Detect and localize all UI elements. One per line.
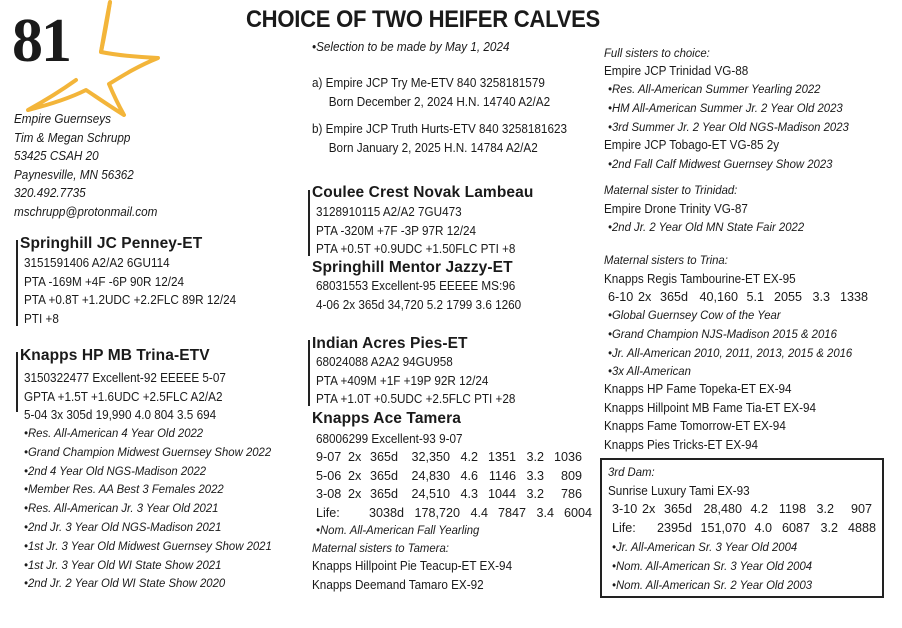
record-cell: 1146 [488, 468, 516, 483]
record-cell: 32,350 [411, 450, 450, 464]
calf-b: b) Empire JCP Truth Hurts-ETV 840 3258181623 Born January 2, 2025 H.N. 14784 A2/A2 [312, 122, 567, 155]
record-cell: 4.3 [460, 487, 478, 502]
dam-info: 3150322477 Excellent-92 EEEEE 5-07 GPTA +1.5T +1.6UDC +2.5FLC A2/A2 5-04 3x 305d 19,990 4.0 804 3.5 694 [24, 371, 226, 423]
record-row [316, 504, 592, 523]
dam-of-dam-name: Knapps Ace Tamera [312, 410, 462, 427]
record-cell: 1036 [553, 450, 582, 464]
selection-note: •Selection to be made by May 1, 2024 [312, 40, 510, 54]
sire-of-sire-bracket [308, 190, 310, 256]
record-cell: 907 [850, 502, 872, 516]
tobago-name: Empire JCP Tobago-ET VG-85 2y [604, 138, 780, 152]
record-cell: 365d [660, 290, 689, 304]
record-cell: 6004 [563, 505, 592, 520]
record-cell: 2x [638, 290, 652, 304]
tamera-sisters-heading: Maternal sisters to Tamera: [312, 541, 449, 555]
record-row [612, 500, 876, 519]
dam-of-sire-info: 68031553 Excellent-95 EEEEE MS:96 4-06 2x 365d 34,720 5.2 1799 3.6 1260 [316, 279, 522, 312]
record-cell: 7847 [497, 505, 526, 520]
dam-of-sire-name: Springhill Mentor Jazzy-ET [312, 259, 513, 276]
page-title: CHOICE OF TWO HEIFER CALVES [246, 6, 601, 33]
record-cell: 786 [560, 487, 582, 502]
record-row [608, 288, 868, 307]
dam-name: Knapps HP MB Trina-ETV [20, 347, 210, 364]
record-cell: 3-08 [316, 487, 342, 502]
record-cell: 365d [370, 468, 399, 483]
record-cell: 4.2 [750, 502, 768, 516]
maternal-trinidad-heading: Maternal sister to Trinidad: [604, 183, 738, 197]
record-cell: 809 [560, 468, 582, 483]
tobago-awards: •2nd Fall Calf Midwest Guernsey Show 2023 [608, 157, 833, 171]
dam-awards: •Res. All-American 4 Year Old 2022 •Grand Champion Midwest Guernsey Show 2022 •2nd 4 Year Old NGS-Madison 2022 •Member Res. AA Best 3 Females 2022 •Res. All-American Jr. 3 Year Old 2021 •2nd Jr. 3 Year Old NGS-Madison 2021 •1st Jr. 3 Year Old Midwest Guernsey Show 2021 •1st Jr. 3 Year Old WI State Show 2021 •2nd Jr. 2 Year Old WI State Show 2020 [24, 426, 272, 591]
record-cell: 3.2 [526, 450, 544, 464]
sire-bracket [16, 240, 18, 326]
record-row [316, 485, 592, 504]
record-cell: 4.0 [754, 520, 772, 535]
record-cell: 2x [642, 502, 656, 516]
record-cell: 3.2 [526, 487, 544, 502]
sire-of-dam-name: Indian Acres Pies-ET [312, 335, 468, 352]
record-cell: 24,510 [411, 487, 450, 502]
consignor-farm: Empire Guernseys [14, 112, 111, 126]
dam-of-dam-reg: 68006299 Excellent-93 9-07 [316, 432, 463, 446]
record-cell: 2x [348, 487, 362, 502]
record-cell: 4.6 [460, 468, 478, 483]
record-cell: 1044 [487, 487, 516, 502]
consignor-owners: Tim & Megan Schrupp [14, 130, 131, 145]
dam-bracket [16, 352, 18, 412]
tambourine-record [608, 288, 868, 307]
record-cell: 6-10 [608, 290, 634, 304]
record-cell: Life: [316, 505, 340, 520]
record-cell: 4888 [847, 520, 876, 535]
record-cell: 9-07 [316, 450, 342, 464]
record-row [316, 448, 592, 467]
sire-of-sire-info: 3128910115 A2/A2 7GU473 PTA -320M +7F -3P 97R 12/24 PTA +0.5T +0.9UDC +1.50FLC PTI +8 [316, 205, 516, 257]
trinidad-awards: •Res. All-American Summer Yearling 2022 •HM All-American Summer Jr. 2 Year Old 2023 •3rd Summer Jr. 2 Year Old NGS-Madison 2023 [608, 82, 849, 134]
record-cell: Life: [612, 520, 636, 535]
tamera-sisters: Knapps Hillpoint Pie Teacup-ET EX-94 Knapps Deemand Tamaro EX-92 [312, 559, 513, 592]
dam-of-dam-award: •Nom. All-American Fall Yearling [316, 523, 480, 537]
trinidad-name: Empire JCP Trinidad VG-88 [604, 64, 749, 78]
dam-of-dam-records [316, 448, 592, 522]
record-row [612, 519, 876, 538]
record-cell: 4.2 [460, 450, 478, 464]
record-cell: 4.4 [470, 505, 488, 520]
record-cell: 1198 [778, 502, 806, 516]
calf-a: a) Empire JCP Try Me-ETV 840 3258181579 Born December 2, 2024 H.N. 14740 A2/A2 [312, 76, 551, 109]
third-dam-awards: •Jr. All-American Sr. 3 Year Old 2004 •Nom. All-American Sr. 3 Year Old 2004 •Nom. All-American Sr. 2 Year Old 2003 [612, 540, 813, 592]
drone-awards: •2nd Jr. 2 Year Old MN State Fair 2022 [608, 220, 805, 234]
record-cell: 1338 [839, 290, 868, 304]
record-cell: 40,160 [699, 290, 738, 304]
record-cell: 3.2 [816, 502, 834, 516]
sire-of-dam-bracket [308, 340, 310, 406]
record-cell: 2055 [773, 290, 802, 304]
third-dam-name: Sunrise Luxury Tami EX-93 [608, 484, 750, 498]
drone-name: Empire Drone Trinity VG-87 [604, 202, 748, 216]
record-cell: 5.1 [746, 290, 764, 304]
other-trina-sisters: Knapps HP Fame Topeka-ET EX-94 Knapps Hillpoint MB Fame Tia-ET EX-94 Knapps Fame Tomorrow-ET EX-94 Knapps Pies Tricks-ET EX-94 [604, 382, 816, 452]
consignor-block [14, 110, 157, 221]
maternal-trina-heading: Maternal sisters to Trina: [604, 253, 728, 267]
record-cell: 3038d [368, 505, 404, 520]
record-cell: 3-10 [612, 502, 638, 516]
record-cell: 365d [370, 487, 399, 502]
consignor-city: Paynesville, MN 56362 [14, 167, 134, 182]
sire-name: Springhill JC Penney-ET [20, 235, 203, 252]
record-cell: 365d [664, 502, 693, 516]
record-cell: 178,720 [414, 505, 460, 520]
tambourine-name: Knapps Regis Tambourine-ET EX-95 [604, 272, 796, 286]
record-cell: 3.2 [820, 520, 838, 535]
full-sisters-heading: Full sisters to choice: [604, 46, 710, 60]
record-cell: 365d [370, 450, 399, 464]
third-dam-records [612, 500, 876, 537]
sire-info: 3151591406 A2/A2 6GU114 PTA -169M +4F -6P 90R 12/24 PTA +0.8T +1.2UDC +2.2FLC 89R 12/24 PTI +8 [24, 256, 237, 326]
record-cell: 2395d [656, 520, 692, 535]
record-cell: 3.3 [812, 290, 830, 304]
record-cell: 6087 [781, 520, 810, 535]
lot-number: 81 [12, 7, 70, 75]
record-cell: 28,480 [703, 502, 742, 516]
record-cell: 151,070 [700, 520, 746, 535]
consignor-phone: 320.492.7735 [14, 186, 86, 200]
record-cell: 3.3 [526, 468, 544, 483]
consignor-address: 53425 CSAH 20 [14, 149, 99, 163]
tambourine-awards: •Global Guernsey Cow of the Year •Grand Champion NJS-Madison 2015 & 2016 •Jr. All-American 2010, 2011, 2013, 2015 & 2016 •3x All-American [608, 308, 853, 379]
record-row [316, 467, 592, 486]
record-cell: 3.4 [536, 505, 554, 520]
record-cell: 24,830 [411, 468, 450, 483]
record-cell: 5-06 [316, 468, 342, 483]
consignor-email: mschrupp@protonmail.com [14, 204, 158, 219]
third-dam-heading: 3rd Dam: [608, 465, 655, 479]
record-cell: 1351 [487, 450, 516, 464]
sire-of-dam-info: 68024088 A2A2 94GU958 PTA +409M +1F +19P 92R 12/24 PTA +1.0T +0.5UDC +2.5FLC PTI +28 [316, 355, 516, 407]
record-cell: 2x [348, 468, 362, 483]
record-cell: 2x [348, 450, 362, 464]
sire-of-sire-name: Coulee Crest Novak Lambeau [312, 184, 534, 201]
